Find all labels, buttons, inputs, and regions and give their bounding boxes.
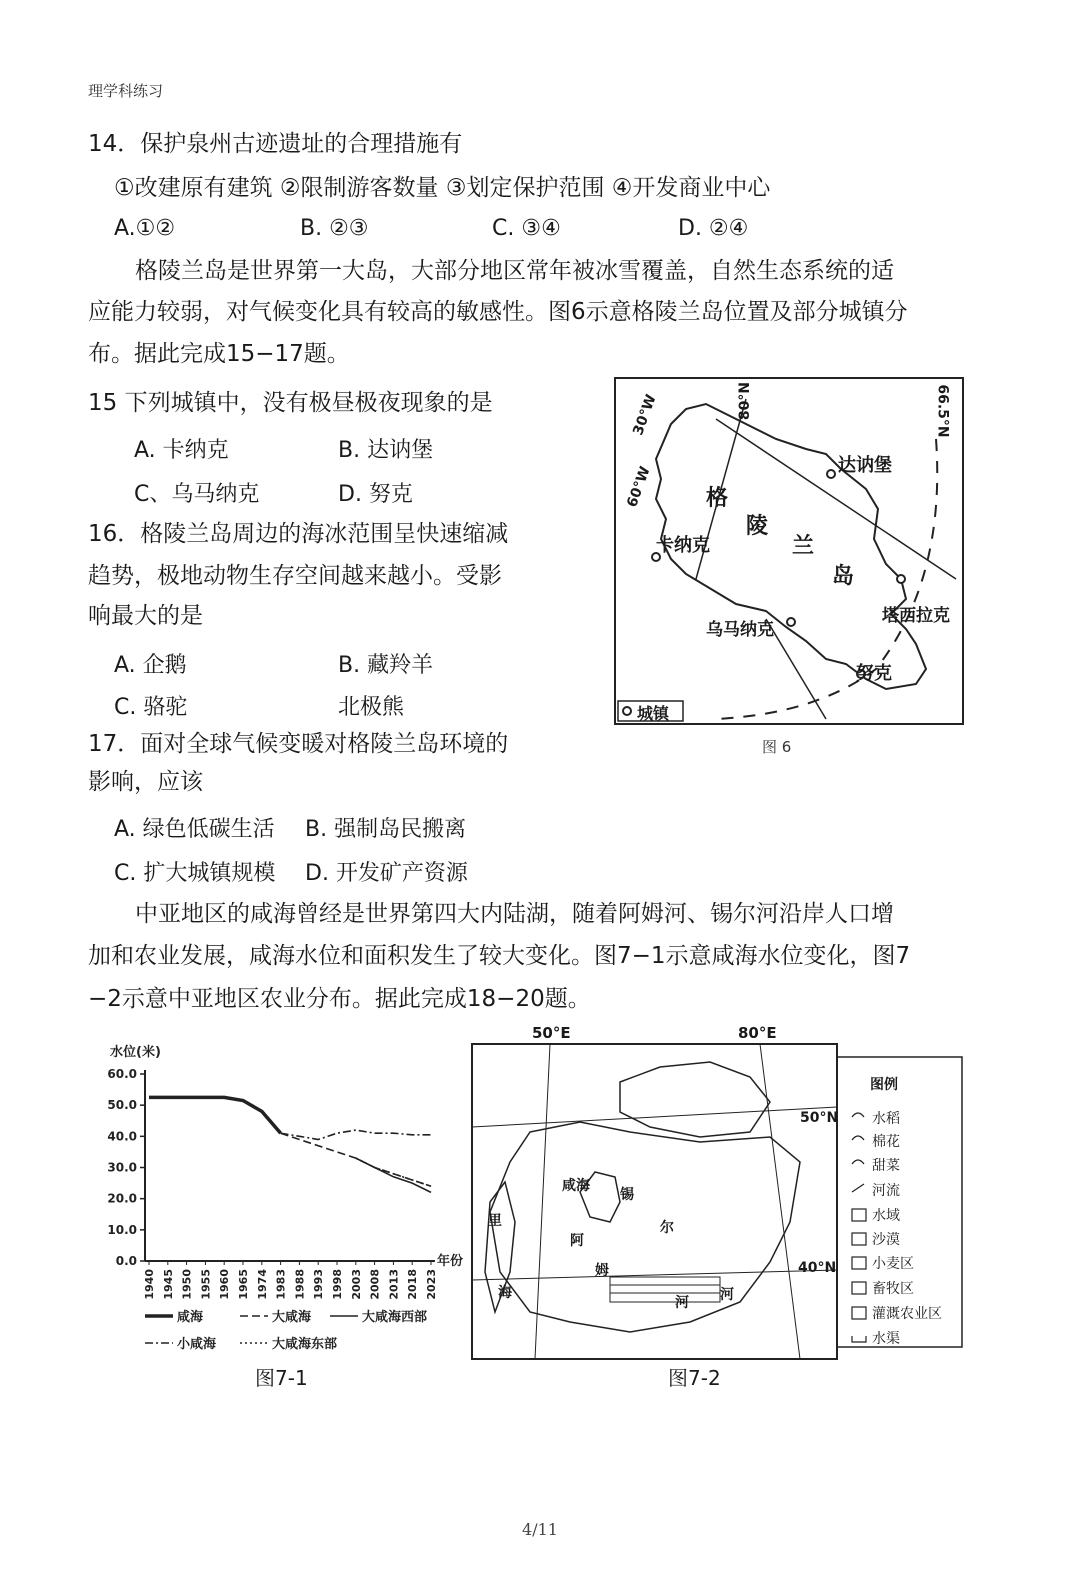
legend-desert: 沙漠 [872, 1232, 900, 1248]
passage1-line2: 应能力较弱，对气候变化具有较高的敏感性。图6示意格陵兰岛位置及部分城镇分 [88, 299, 908, 325]
region-central-asia [490, 1122, 800, 1332]
place-caspian-2: 海 [498, 1285, 512, 1301]
lat-50n-line [472, 1107, 837, 1127]
legend-icon-rice [852, 1113, 864, 1117]
q15-option-c[interactable]: C、乌马纳克 [134, 482, 260, 507]
series-line-0 [149, 1097, 281, 1133]
passage2-line3: −2示意中亚地区农业分布。据此完成18−20题。 [88, 986, 591, 1012]
legend-icon-river [852, 1184, 864, 1192]
q16-option-b[interactable]: B. 藏羚羊 [338, 653, 434, 678]
legend-label-1: 大咸海 [272, 1310, 312, 1325]
island-char-3: 兰 [792, 534, 815, 559]
figure7-2-caption: 图7-2 [668, 1366, 721, 1390]
q15-option-a[interactable]: A. 卡纳克 [134, 438, 229, 463]
x-tick-label: 1988 [293, 1269, 307, 1300]
label-80n: 80°N [737, 381, 754, 421]
town-umanak: 乌马纳克 [706, 620, 774, 640]
series-line-2 [356, 1158, 431, 1192]
town-marker [787, 618, 795, 626]
x-tick-label: 2023 [425, 1269, 438, 1300]
x-tick-label: 1974 [255, 1269, 269, 1300]
label-66n: 66.5°N [934, 384, 951, 438]
lon-label-50e: 50°E [532, 1024, 571, 1042]
x-tick-label: 1965 [237, 1269, 250, 1300]
page-number: 4/11 [522, 1520, 558, 1539]
water-level-chart-svg [90, 1036, 470, 1366]
legend-cotton: 棉花 [872, 1134, 900, 1150]
legend-irrigation: 灌溉农业区 [872, 1306, 942, 1322]
y-tick-label: 30.0 [107, 1160, 137, 1175]
label-60w: 60°W [624, 464, 654, 510]
place-syr-2: 尔 [660, 1220, 674, 1236]
q16-option-c[interactable]: C. 骆驼 [114, 695, 188, 720]
island-char-4: 岛 [832, 564, 855, 589]
place-aral: 咸海 [562, 1178, 590, 1194]
town-kanak: 卡纳克 [656, 535, 710, 556]
place-caspian-1: 里 [488, 1213, 502, 1229]
q14-items: ①改建原有建筑 ②限制游客数量 ③划定保护范围 ④开发商业中心 [114, 175, 771, 201]
q15-option-b[interactable]: B. 达讷堡 [338, 438, 434, 463]
q14-option-a[interactable]: A.①② [114, 216, 176, 241]
legend-icon-water [852, 1209, 866, 1221]
x-tick-label: 1945 [161, 1269, 175, 1300]
q16-stem-line3: 响最大的是 [88, 603, 203, 629]
x-tick-label: 1955 [199, 1269, 213, 1300]
lon-50e-line [535, 1044, 550, 1359]
x-tick-label: 2013 [387, 1269, 401, 1300]
q15-option-d[interactable]: D. 努克 [338, 482, 413, 507]
q17-stem-line2: 影响，应该 [88, 769, 203, 795]
figure6-greenland-map [614, 377, 964, 725]
lat-label-50n: 50°N [800, 1110, 839, 1126]
x-tick-label: 2018 [406, 1269, 420, 1300]
y-tick-label: 10.0 [107, 1222, 137, 1237]
figure7-2-map [470, 1022, 965, 1362]
q16-stem-line2: 趋势，极地动物生存空间越来越小。受影 [88, 563, 502, 589]
legend-icon-canal [852, 1336, 866, 1342]
irrigation-band [610, 1277, 720, 1302]
map-frame [472, 1044, 837, 1359]
town-marker [897, 575, 905, 583]
legend-label-4: 大咸海东部 [272, 1337, 338, 1352]
town-danaborg: 达讷堡 [838, 455, 892, 476]
q14-option-d[interactable]: D. ②④ [678, 216, 749, 241]
y-tick-label: 0.0 [115, 1254, 137, 1268]
label-30w: 30°W [630, 392, 660, 438]
legend-title: 图例 [870, 1077, 898, 1093]
legend-icon-beet [852, 1160, 864, 1164]
place-syr-1: 锡 [620, 1187, 634, 1203]
legend-river: 河流 [872, 1183, 900, 1199]
y-tick-label: 40.0 [107, 1129, 137, 1144]
y-tick-label: 20.0 [107, 1191, 137, 1206]
legend-beet: 甜菜 [872, 1158, 900, 1174]
legend-label-3: 小咸海 [177, 1337, 217, 1352]
y-tick-label: 50.0 [107, 1098, 137, 1113]
x-tick-label: 1950 [180, 1269, 194, 1300]
page-header: 理学科练习 [88, 82, 164, 100]
q17-option-a[interactable]: A. 绿色低碳生活 [114, 817, 275, 842]
legend-icon-wheat [852, 1257, 866, 1269]
q14-option-c[interactable]: C. ③④ [492, 216, 561, 241]
town-nuuk: 努克 [856, 663, 892, 684]
passage1-line3: 布。据此完成15−17题。 [88, 341, 350, 367]
x-tick-label: 1998 [331, 1269, 344, 1300]
passage1-line1: 格陵兰岛是世界第一大岛，大部分地区常年被冰雪覆盖，自然生态系统的适 [135, 258, 894, 284]
q16-option-d[interactable]: 北极熊 [338, 695, 405, 720]
x-tick-label: 2008 [368, 1269, 382, 1300]
x-tick-label: 1983 [274, 1269, 288, 1300]
legend-pasture: 畜牧区 [872, 1281, 914, 1297]
legend-icon-pasture [852, 1282, 866, 1294]
y-axis-label: 水位(米) [110, 1045, 161, 1060]
passage2-line2: 加和农业发展，咸海水位和面积发生了较大变化。图7−1示意咸海水位变化，图7 [88, 943, 911, 969]
legend-icon-desert [852, 1233, 866, 1245]
legend-label-2: 大咸海西部 [362, 1310, 428, 1325]
q14-stem: 14．保护泉州古迹遗址的合理措施有 [88, 131, 463, 157]
town-marker [827, 470, 835, 478]
legend-town-label: 城镇 [637, 704, 670, 723]
legend-canal: 水渠 [872, 1331, 900, 1347]
legend-icon-cotton [852, 1136, 864, 1140]
series-line-3 [281, 1130, 431, 1139]
q17-option-c[interactable]: C. 扩大城镇规模 [114, 861, 276, 886]
legend-town-icon [623, 707, 631, 715]
q16-stem-line1: 16．格陵兰岛周边的海冰范围呈快速缩减 [88, 521, 509, 547]
y-tick-label: 60.0 [107, 1067, 137, 1081]
lat-40n-line [472, 1270, 837, 1280]
lat-label-40n: 40°N [798, 1260, 837, 1276]
legend-water: 水域 [872, 1208, 900, 1224]
q17-stem-line1: 17．面对全球气候变暖对格陵兰岛环境的 [88, 731, 509, 757]
place-amu-1: 阿 [570, 1233, 584, 1249]
town-tasiilaq: 塔西拉克 [882, 606, 950, 626]
q17-option-d[interactable]: D. 开发矿产资源 [305, 861, 468, 886]
q15-stem: 15 下列城镇中，没有极昼极夜现象的是 [88, 390, 493, 416]
q16-option-a[interactable]: A. 企鹅 [114, 653, 187, 678]
latitude-80-line [716, 419, 956, 579]
q17-option-b[interactable]: B. 强制岛民搬离 [305, 817, 467, 842]
figure6-caption: 图 6 [762, 738, 792, 756]
figure7-1-caption: 图7-1 [255, 1366, 308, 1390]
island-char-1: 格 [706, 486, 729, 511]
place-river-1: 河 [675, 1295, 689, 1311]
x-axis-label: 年份 [437, 1254, 464, 1269]
place-amu-2: 姆 [595, 1263, 609, 1279]
place-river-2: 河 [720, 1287, 734, 1303]
legend-wheat: 小麦区 [872, 1256, 914, 1272]
legend-icon-irrigation [852, 1307, 866, 1319]
figure7-1-chart [90, 1036, 470, 1386]
passage2-line1: 中亚地区的咸海曾经是世界第四大内陆湖，随着阿姆河、锡尔河沿岸人口增 [135, 901, 894, 927]
q14-option-b[interactable]: B. ②③ [300, 216, 369, 241]
x-tick-label: 1940 [143, 1269, 156, 1300]
x-tick-label: 2003 [349, 1269, 363, 1300]
island-char-2: 陵 [746, 514, 769, 539]
legend-label-0: 咸海 [177, 1310, 204, 1325]
region-north [620, 1062, 770, 1137]
lon-label-80e: 80°E [738, 1024, 777, 1042]
x-tick-label: 1993 [312, 1269, 326, 1300]
x-tick-label: 1960 [218, 1269, 232, 1300]
legend-rice: 水稻 [872, 1111, 900, 1127]
